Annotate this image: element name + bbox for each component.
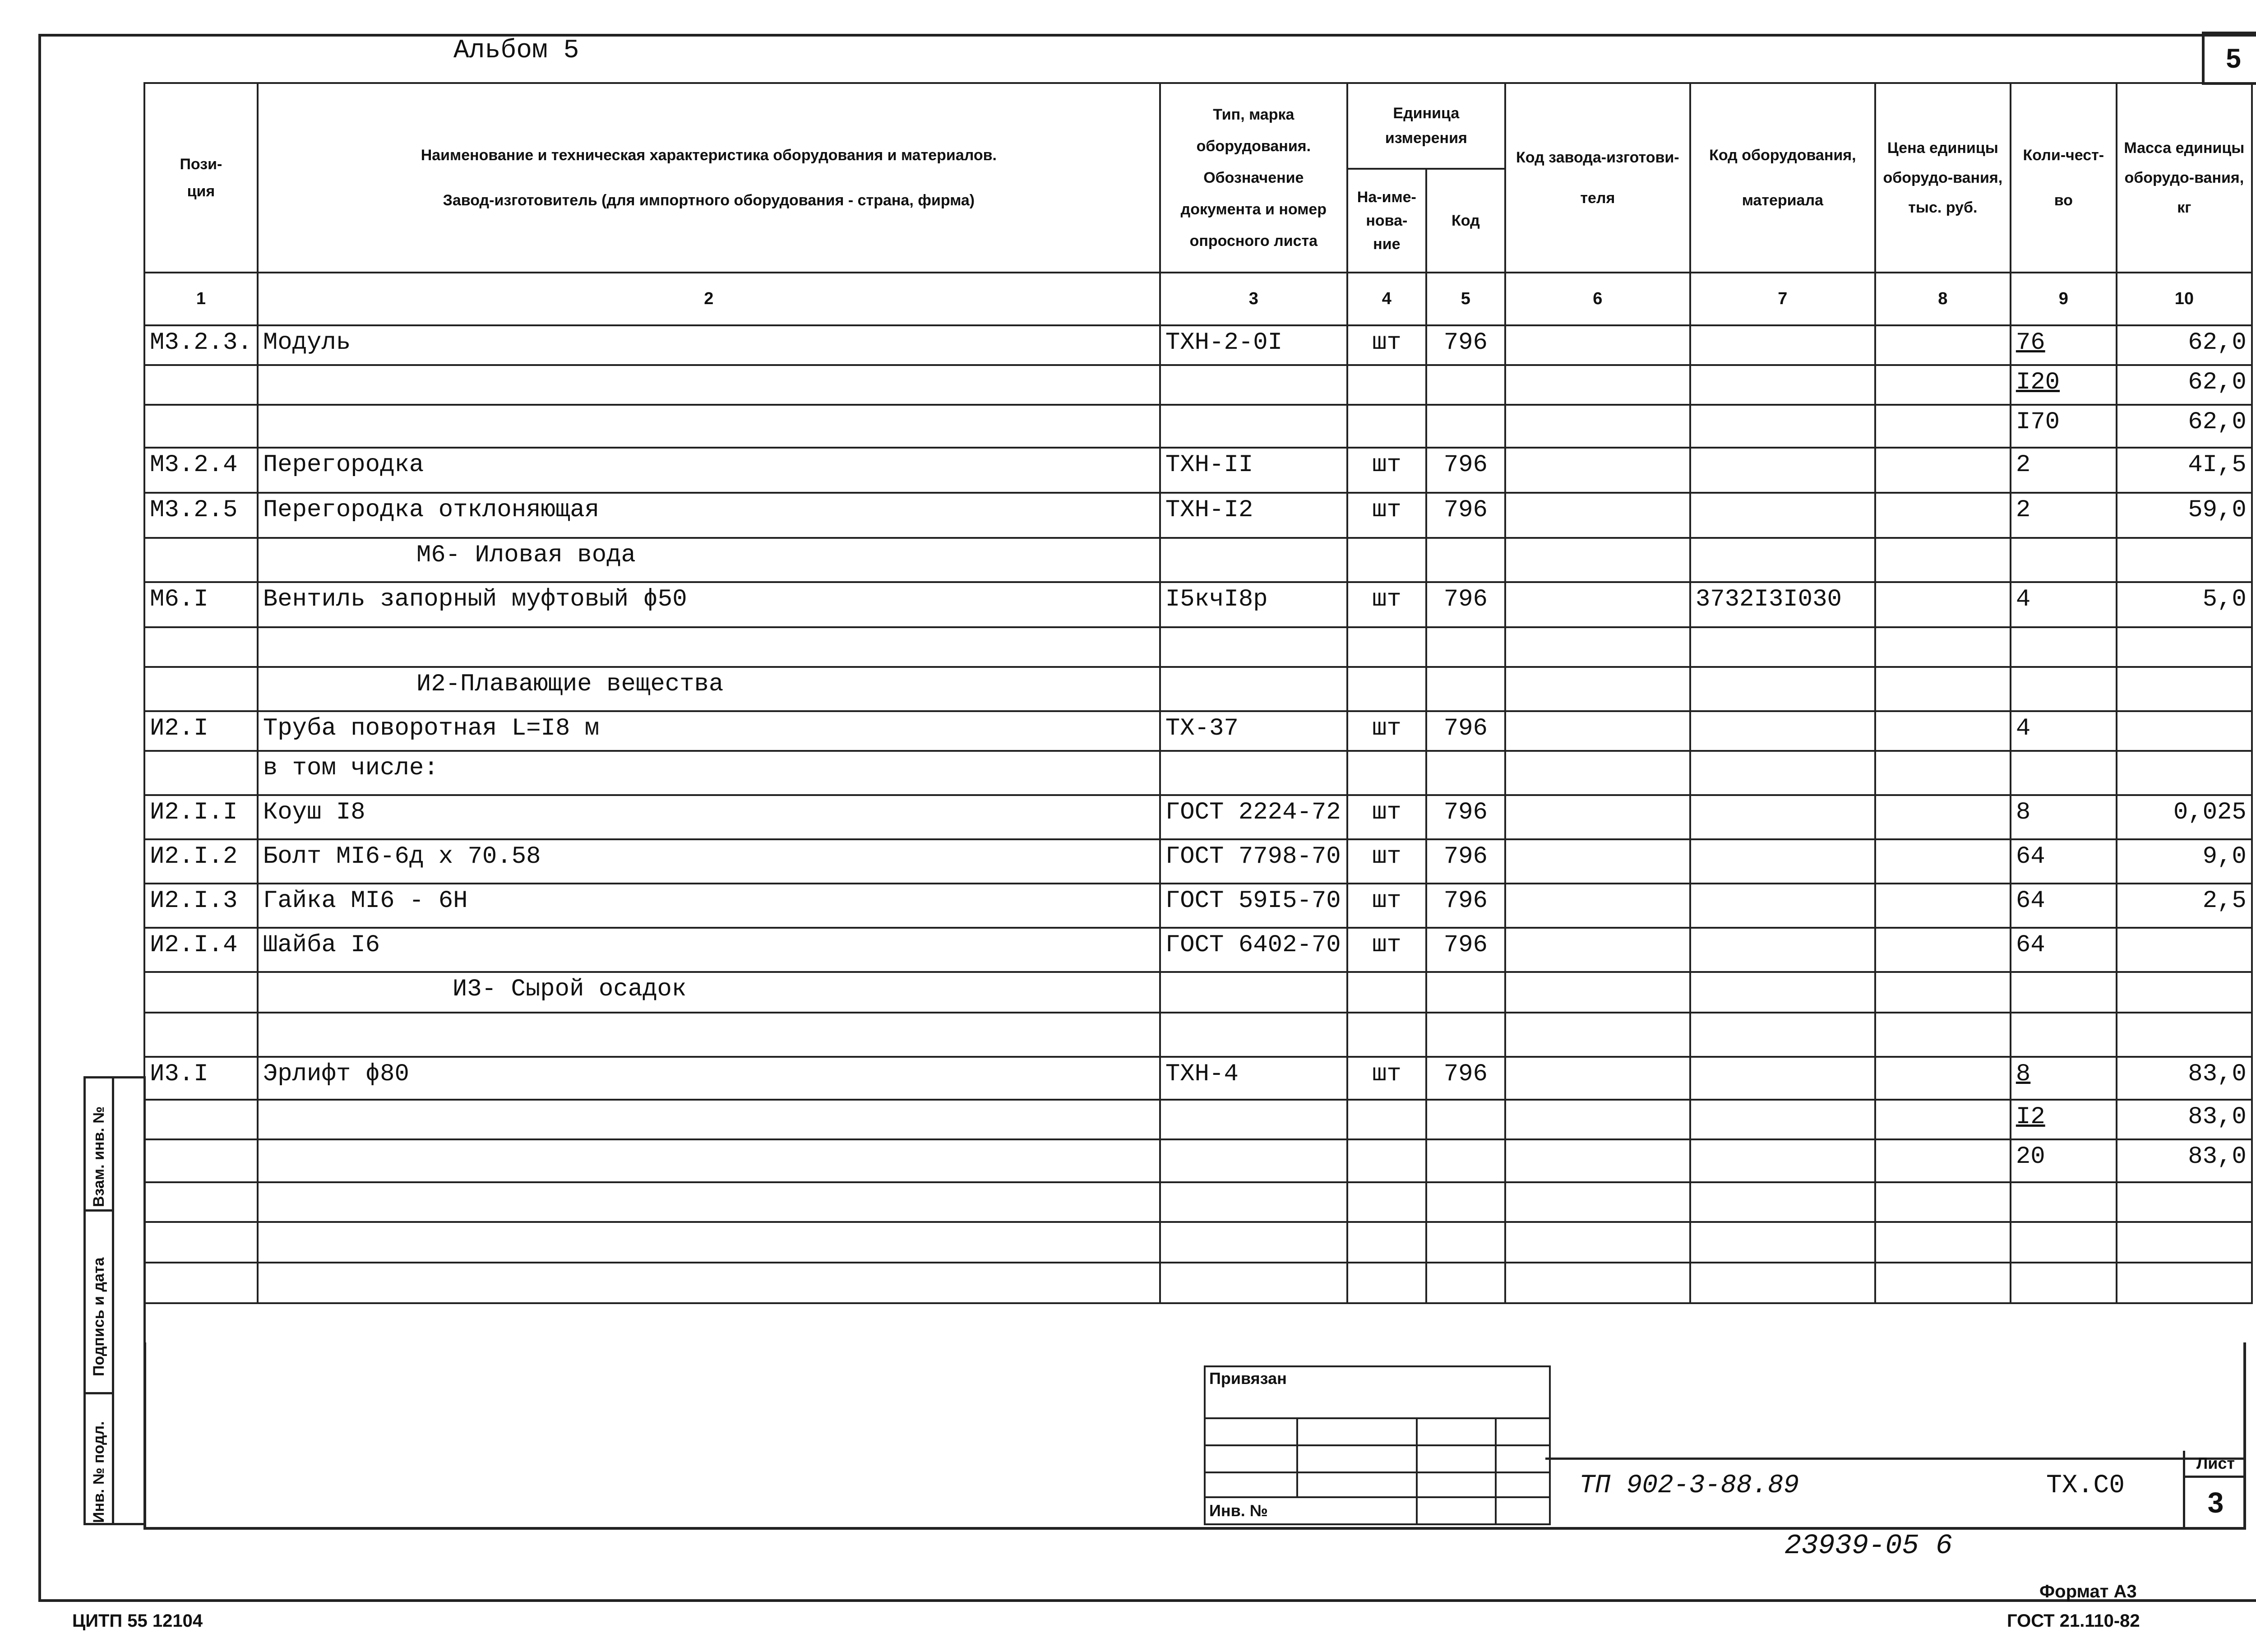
cell-unit-code bbox=[1426, 1139, 1505, 1182]
header-position: Пози- ция bbox=[144, 83, 258, 273]
cell-factory-code bbox=[1505, 1057, 1690, 1100]
column-number: 8 bbox=[1875, 273, 2011, 325]
cell-position: И3.I bbox=[144, 1057, 258, 1100]
cell-material-code bbox=[1690, 751, 1875, 795]
cell-price bbox=[1875, 325, 2011, 365]
cell-unit bbox=[1347, 1013, 1426, 1057]
album-title: Альбом 5 bbox=[453, 36, 579, 65]
table-row bbox=[144, 1057, 2252, 1100]
column-numbers-row bbox=[144, 273, 2252, 325]
page-number: 5 bbox=[2202, 32, 2256, 85]
cell-unit-code: 796 bbox=[1426, 711, 1505, 751]
column-number: 7 bbox=[1690, 273, 1875, 325]
cell-type: ГОСТ 7798-70 bbox=[1160, 839, 1347, 884]
cell-unit bbox=[1347, 972, 1426, 1013]
column-number: 6 bbox=[1505, 273, 1690, 325]
cell-unit bbox=[1347, 1139, 1426, 1182]
cell-position bbox=[144, 1139, 258, 1182]
cell-position: М6.I bbox=[144, 582, 258, 627]
header-name-line1: Наименование и техническая характеристика оборудования и материалов. bbox=[421, 147, 997, 164]
cell-mass bbox=[2117, 1013, 2252, 1057]
cell-type: ГОСТ 6402-70 bbox=[1160, 928, 1347, 972]
cell-type: ТХН-I2 bbox=[1160, 493, 1347, 538]
cell-position bbox=[144, 667, 258, 711]
cell-type: I5кчI8р bbox=[1160, 582, 1347, 627]
cell-name: И3- Сырой осадок bbox=[258, 972, 1160, 1013]
cell-name: Болт МI6-6д х 70.58 bbox=[258, 839, 1160, 884]
cell-price bbox=[1875, 667, 2011, 711]
cell-position bbox=[144, 1100, 258, 1139]
cell-type bbox=[1160, 1139, 1347, 1182]
cell-unit-code: 796 bbox=[1426, 928, 1505, 972]
cell-mass: 62,0 bbox=[2117, 405, 2252, 448]
cell-price bbox=[1875, 1263, 2011, 1303]
column-number: 4 bbox=[1347, 273, 1426, 325]
cell-unit bbox=[1347, 1222, 1426, 1263]
cell-price bbox=[1875, 751, 2011, 795]
cell-price bbox=[1875, 839, 2011, 884]
cell-name: Модуль bbox=[258, 325, 1160, 365]
cell-mass bbox=[2117, 1222, 2252, 1263]
cell-quantity: 8 bbox=[2011, 1057, 2117, 1100]
cell-mass bbox=[2117, 711, 2252, 751]
cell-factory-code bbox=[1505, 795, 1690, 839]
privyazan-stamp bbox=[1204, 1365, 1551, 1525]
cell-quantity bbox=[2011, 1182, 2117, 1222]
cell-type bbox=[1160, 538, 1347, 582]
cell-mass: 0,025 bbox=[2117, 795, 2252, 839]
header-price: Цена единицы оборудо-вания, тыс. руб. bbox=[1875, 83, 2011, 273]
cell-position: М3.2.3. bbox=[144, 325, 258, 365]
cell-unit-code: 796 bbox=[1426, 1057, 1505, 1100]
cell-name: Гайка МI6 - 6Н bbox=[258, 884, 1160, 928]
cell-factory-code bbox=[1505, 839, 1690, 884]
cell-unit-code: 796 bbox=[1426, 325, 1505, 365]
cell-quantity: 2 bbox=[2011, 448, 2117, 493]
table-row bbox=[144, 538, 2252, 582]
cell-quantity: I20 bbox=[2011, 365, 2117, 405]
cell-quantity: I70 bbox=[2011, 405, 2117, 448]
cell-unit bbox=[1347, 1182, 1426, 1222]
cell-quantity bbox=[2011, 1013, 2117, 1057]
cell-factory-code bbox=[1505, 972, 1690, 1013]
cell-mass bbox=[2117, 751, 2252, 795]
cell-unit bbox=[1347, 667, 1426, 711]
cell-factory-code bbox=[1505, 538, 1690, 582]
cell-quantity bbox=[2011, 751, 2117, 795]
cell-quantity bbox=[2011, 1263, 2117, 1303]
cell-quantity: I2 bbox=[2011, 1100, 2117, 1139]
sheet-box bbox=[2183, 1451, 2246, 1530]
header-material-code: Код оборудования, материала bbox=[1690, 83, 1875, 273]
cell-unit-code: 796 bbox=[1426, 839, 1505, 884]
sheet-label: Лист bbox=[2185, 1451, 2246, 1478]
cell-name: М6- Иловая вода bbox=[258, 538, 1160, 582]
cell-price bbox=[1875, 1139, 2011, 1182]
cell-material-code bbox=[1690, 1100, 1875, 1139]
table-row bbox=[144, 972, 2252, 1013]
table-row bbox=[144, 493, 2252, 538]
cell-material-code bbox=[1690, 1057, 1875, 1100]
cell-position bbox=[144, 1263, 258, 1303]
cell-material-code bbox=[1690, 1139, 1875, 1182]
cell-mass bbox=[2117, 1182, 2252, 1222]
cell-material-code bbox=[1690, 795, 1875, 839]
cell-unit: шт bbox=[1347, 711, 1426, 751]
cell-factory-code bbox=[1505, 667, 1690, 711]
cell-position bbox=[144, 1222, 258, 1263]
column-number: 10 bbox=[2117, 273, 2252, 325]
table-row bbox=[144, 1013, 2252, 1057]
cell-unit-code bbox=[1426, 627, 1505, 667]
table-row bbox=[144, 1182, 2252, 1222]
cell-factory-code bbox=[1505, 1182, 1690, 1222]
cell-position: И2.I bbox=[144, 711, 258, 751]
cell-unit-code bbox=[1426, 667, 1505, 711]
cell-type bbox=[1160, 365, 1347, 405]
column-number: 1 bbox=[144, 273, 258, 325]
cell-unit: шт bbox=[1347, 582, 1426, 627]
cell-unit-code bbox=[1426, 1013, 1505, 1057]
cell-name: Перегородка bbox=[258, 448, 1160, 493]
cell-price bbox=[1875, 972, 2011, 1013]
format-label: Формат А3 bbox=[2039, 1582, 2137, 1601]
table-row bbox=[144, 1222, 2252, 1263]
cell-unit-code bbox=[1426, 1100, 1505, 1139]
cell-name bbox=[258, 365, 1160, 405]
cell-position bbox=[144, 627, 258, 667]
cell-material-code bbox=[1690, 1013, 1875, 1057]
cell-unit-code bbox=[1426, 972, 1505, 1013]
cell-position: И2.I.4 bbox=[144, 928, 258, 972]
cell-unit bbox=[1347, 751, 1426, 795]
cell-name bbox=[258, 1182, 1160, 1222]
cell-unit: шт bbox=[1347, 448, 1426, 493]
cell-mass bbox=[2117, 972, 2252, 1013]
gost-label: ГОСТ 21.110-82 bbox=[2007, 1611, 2140, 1631]
document-number: ТП 902-3-88.89 bbox=[1579, 1471, 1799, 1500]
cell-price bbox=[1875, 711, 2011, 751]
cell-name bbox=[258, 1263, 1160, 1303]
cell-position: И2.I.3 bbox=[144, 884, 258, 928]
privyazan-label: Привязан bbox=[1205, 1366, 1550, 1418]
cell-quantity bbox=[2011, 538, 2117, 582]
cell-quantity: 8 bbox=[2011, 795, 2117, 839]
column-number: 5 bbox=[1426, 273, 1505, 325]
cell-unit-code bbox=[1426, 1263, 1505, 1303]
cell-quantity bbox=[2011, 972, 2117, 1013]
cell-position bbox=[144, 972, 258, 1013]
side-stamp-podpis: Подпись и дата bbox=[90, 1257, 107, 1376]
cell-unit-code: 796 bbox=[1426, 884, 1505, 928]
cell-mass: 4I,5 bbox=[2117, 448, 2252, 493]
cell-quantity: 20 bbox=[2011, 1139, 2117, 1182]
cell-price bbox=[1875, 405, 2011, 448]
cell-unit bbox=[1347, 538, 1426, 582]
cell-mass: 2,5 bbox=[2117, 884, 2252, 928]
column-number: 9 bbox=[2011, 273, 2117, 325]
cell-name: в том числе: bbox=[258, 751, 1160, 795]
cell-quantity: 64 bbox=[2011, 884, 2117, 928]
cell-factory-code bbox=[1505, 928, 1690, 972]
cell-price bbox=[1875, 493, 2011, 538]
cell-mass: 83,0 bbox=[2117, 1100, 2252, 1139]
side-stamp bbox=[83, 1076, 146, 1525]
cell-position: М3.2.4 bbox=[144, 448, 258, 493]
cell-type: ТХН-4 bbox=[1160, 1057, 1347, 1100]
table-row bbox=[144, 839, 2252, 884]
cell-name bbox=[258, 1139, 1160, 1182]
cell-quantity: 4 bbox=[2011, 711, 2117, 751]
cell-unit bbox=[1347, 1100, 1426, 1139]
cell-mass: 62,0 bbox=[2117, 325, 2252, 365]
header-unit-name: На-име-нова-ние bbox=[1347, 169, 1426, 273]
cell-type bbox=[1160, 972, 1347, 1013]
table-row bbox=[144, 751, 2252, 795]
cell-price bbox=[1875, 1057, 2011, 1100]
cell-unit bbox=[1347, 405, 1426, 448]
cell-position bbox=[144, 1013, 258, 1057]
sheet-number: 3 bbox=[2207, 1486, 2224, 1519]
cell-price bbox=[1875, 1100, 2011, 1139]
cell-price bbox=[1875, 1013, 2011, 1057]
header-unit: Единица измерения bbox=[1347, 83, 1505, 169]
cell-type bbox=[1160, 751, 1347, 795]
cell-factory-code bbox=[1505, 405, 1690, 448]
cell-material-code bbox=[1690, 627, 1875, 667]
cell-mass bbox=[2117, 538, 2252, 582]
cell-material-code bbox=[1690, 365, 1875, 405]
header-type: Тип, марка оборудования. Обозначение документа и номер опросного листа bbox=[1160, 83, 1347, 273]
cell-material-code bbox=[1690, 667, 1875, 711]
cell-factory-code bbox=[1505, 582, 1690, 627]
cell-price bbox=[1875, 884, 2011, 928]
cell-name bbox=[258, 1100, 1160, 1139]
cell-type bbox=[1160, 627, 1347, 667]
cell-position bbox=[144, 405, 258, 448]
header-unit-code: Код bbox=[1426, 169, 1505, 273]
column-number: 3 bbox=[1160, 273, 1347, 325]
table-row bbox=[144, 405, 2252, 448]
table-row bbox=[144, 325, 2252, 365]
cell-name bbox=[258, 405, 1160, 448]
cell-type: ГОСТ 59I5-70 bbox=[1160, 884, 1347, 928]
cell-factory-code bbox=[1505, 448, 1690, 493]
cell-price bbox=[1875, 1182, 2011, 1222]
cell-unit-code bbox=[1426, 1222, 1505, 1263]
cell-type: ТХН-2-0I bbox=[1160, 325, 1347, 365]
cell-material-code bbox=[1690, 711, 1875, 751]
cell-unit-code: 796 bbox=[1426, 795, 1505, 839]
cell-name bbox=[258, 1013, 1160, 1057]
cell-name: И2-Плавающие вещества bbox=[258, 667, 1160, 711]
cell-factory-code bbox=[1505, 751, 1690, 795]
table-row bbox=[144, 1139, 2252, 1182]
cell-factory-code bbox=[1505, 493, 1690, 538]
table-row bbox=[144, 448, 2252, 493]
table-row bbox=[144, 1263, 2252, 1303]
cell-mass bbox=[2117, 928, 2252, 972]
cell-unit-code bbox=[1426, 1182, 1505, 1222]
cell-position: М3.2.5 bbox=[144, 493, 258, 538]
cell-type: ТХ-37 bbox=[1160, 711, 1347, 751]
cell-unit: шт bbox=[1347, 493, 1426, 538]
cell-mass: 83,0 bbox=[2117, 1139, 2252, 1182]
cell-unit: шт bbox=[1347, 795, 1426, 839]
cell-material-code bbox=[1690, 1222, 1875, 1263]
citp-label: ЦИТП 55 12104 bbox=[72, 1611, 203, 1631]
cell-mass bbox=[2117, 1263, 2252, 1303]
header-name bbox=[258, 83, 1160, 273]
cell-type bbox=[1160, 405, 1347, 448]
cell-price bbox=[1875, 1222, 2011, 1263]
sheet-code: ТХ.С0 bbox=[2046, 1471, 2125, 1500]
cell-factory-code bbox=[1505, 1013, 1690, 1057]
cell-quantity bbox=[2011, 627, 2117, 667]
cell-price bbox=[1875, 627, 2011, 667]
cell-unit bbox=[1347, 365, 1426, 405]
cell-unit bbox=[1347, 1263, 1426, 1303]
table-row bbox=[144, 667, 2252, 711]
cell-type bbox=[1160, 1222, 1347, 1263]
specification-table bbox=[143, 82, 2253, 1304]
cell-name: Перегородка отклоняющая bbox=[258, 493, 1160, 538]
cell-unit-code bbox=[1426, 405, 1505, 448]
cell-price bbox=[1875, 795, 2011, 839]
cell-mass bbox=[2117, 627, 2252, 667]
cell-type bbox=[1160, 1182, 1347, 1222]
cell-factory-code bbox=[1505, 365, 1690, 405]
cell-type bbox=[1160, 667, 1347, 711]
cell-quantity: 64 bbox=[2011, 928, 2117, 972]
specification-body bbox=[144, 325, 2252, 1303]
cell-material-code bbox=[1690, 325, 1875, 365]
cell-name: Коуш I8 bbox=[258, 795, 1160, 839]
table-row bbox=[144, 627, 2252, 667]
header-name-line2: Завод-изготовитель (для импортного оборудования - страна, фирма) bbox=[443, 192, 975, 209]
cell-material-code bbox=[1690, 1182, 1875, 1222]
cell-price bbox=[1875, 538, 2011, 582]
table-row bbox=[144, 884, 2252, 928]
cell-position: И2.I.2 bbox=[144, 839, 258, 884]
cell-material-code bbox=[1690, 493, 1875, 538]
inv-no-label: Инв. № bbox=[1205, 1497, 1417, 1524]
cell-material-code: 3732I3I030 bbox=[1690, 582, 1875, 627]
cell-unit-code bbox=[1426, 751, 1505, 795]
cell-unit: шт bbox=[1347, 1057, 1426, 1100]
cell-factory-code bbox=[1505, 1139, 1690, 1182]
cell-quantity: 64 bbox=[2011, 839, 2117, 884]
cell-unit-code: 796 bbox=[1426, 448, 1505, 493]
cell-factory-code bbox=[1505, 1222, 1690, 1263]
cell-mass: 59,0 bbox=[2117, 493, 2252, 538]
cell-mass: 62,0 bbox=[2117, 365, 2252, 405]
handwritten-number: 23939-05 6 bbox=[1784, 1530, 1953, 1562]
cell-factory-code bbox=[1505, 1100, 1690, 1139]
cell-mass bbox=[2117, 667, 2252, 711]
cell-unit: шт bbox=[1347, 884, 1426, 928]
cell-material-code bbox=[1690, 884, 1875, 928]
cell-factory-code bbox=[1505, 325, 1690, 365]
cell-unit-code: 796 bbox=[1426, 493, 1505, 538]
table-row bbox=[144, 711, 2252, 751]
cell-price bbox=[1875, 448, 2011, 493]
cell-name: Эрлифт ϕ80 bbox=[258, 1057, 1160, 1100]
cell-position bbox=[144, 365, 258, 405]
cell-name bbox=[258, 1222, 1160, 1263]
cell-factory-code bbox=[1505, 627, 1690, 667]
cell-position bbox=[144, 751, 258, 795]
cell-mass: 5,0 bbox=[2117, 582, 2252, 627]
header-mass: Масса единицы оборудо-вания, кг bbox=[2117, 83, 2252, 273]
table-row bbox=[144, 928, 2252, 972]
cell-price bbox=[1875, 928, 2011, 972]
cell-factory-code bbox=[1505, 884, 1690, 928]
cell-price bbox=[1875, 365, 2011, 405]
cell-material-code bbox=[1690, 928, 1875, 972]
side-stamp-inv: Инв. № подл. bbox=[90, 1421, 107, 1523]
cell-factory-code bbox=[1505, 711, 1690, 751]
cell-quantity bbox=[2011, 1222, 2117, 1263]
table-row bbox=[144, 582, 2252, 627]
cell-position: И2.I.I bbox=[144, 795, 258, 839]
table-row bbox=[144, 1100, 2252, 1139]
cell-unit bbox=[1347, 627, 1426, 667]
cell-unit: шт bbox=[1347, 839, 1426, 884]
cell-material-code bbox=[1690, 405, 1875, 448]
cell-unit-code: 796 bbox=[1426, 582, 1505, 627]
table-row bbox=[144, 365, 2252, 405]
table-row bbox=[144, 795, 2252, 839]
cell-material-code bbox=[1690, 839, 1875, 884]
cell-name: Шайба I6 bbox=[258, 928, 1160, 972]
column-number: 2 bbox=[258, 273, 1160, 325]
cell-material-code bbox=[1690, 448, 1875, 493]
cell-price bbox=[1875, 582, 2011, 627]
cell-unit: шт bbox=[1347, 325, 1426, 365]
cell-type bbox=[1160, 1263, 1347, 1303]
cell-name: Труба поворотная L=I8 м bbox=[258, 711, 1160, 751]
cell-factory-code bbox=[1505, 1263, 1690, 1303]
cell-mass: 9,0 bbox=[2117, 839, 2252, 884]
cell-material-code bbox=[1690, 972, 1875, 1013]
cell-quantity: 76 bbox=[2011, 325, 2117, 365]
cell-material-code bbox=[1690, 538, 1875, 582]
side-stamp-vzam: Взам. инв. № bbox=[90, 1106, 107, 1207]
cell-unit: шт bbox=[1347, 928, 1426, 972]
cell-material-code bbox=[1690, 1263, 1875, 1303]
cell-quantity: 4 bbox=[2011, 582, 2117, 627]
cell-type: ГОСТ 2224-72 bbox=[1160, 795, 1347, 839]
cell-type bbox=[1160, 1013, 1347, 1057]
cell-unit-code bbox=[1426, 538, 1505, 582]
cell-quantity bbox=[2011, 667, 2117, 711]
cell-name bbox=[258, 627, 1160, 667]
cell-position bbox=[144, 538, 258, 582]
header-quantity: Коли-чест-во bbox=[2011, 83, 2117, 273]
cell-unit-code bbox=[1426, 365, 1505, 405]
cell-mass: 83,0 bbox=[2117, 1057, 2252, 1100]
cell-name: Вентиль запорный муфтовый ϕ50 bbox=[258, 582, 1160, 627]
header-factory-code: Код завода-изготови-теля bbox=[1505, 83, 1690, 273]
cell-type: ТХН-II bbox=[1160, 448, 1347, 493]
cell-type bbox=[1160, 1100, 1347, 1139]
cell-quantity: 2 bbox=[2011, 493, 2117, 538]
cell-position bbox=[144, 1182, 258, 1222]
